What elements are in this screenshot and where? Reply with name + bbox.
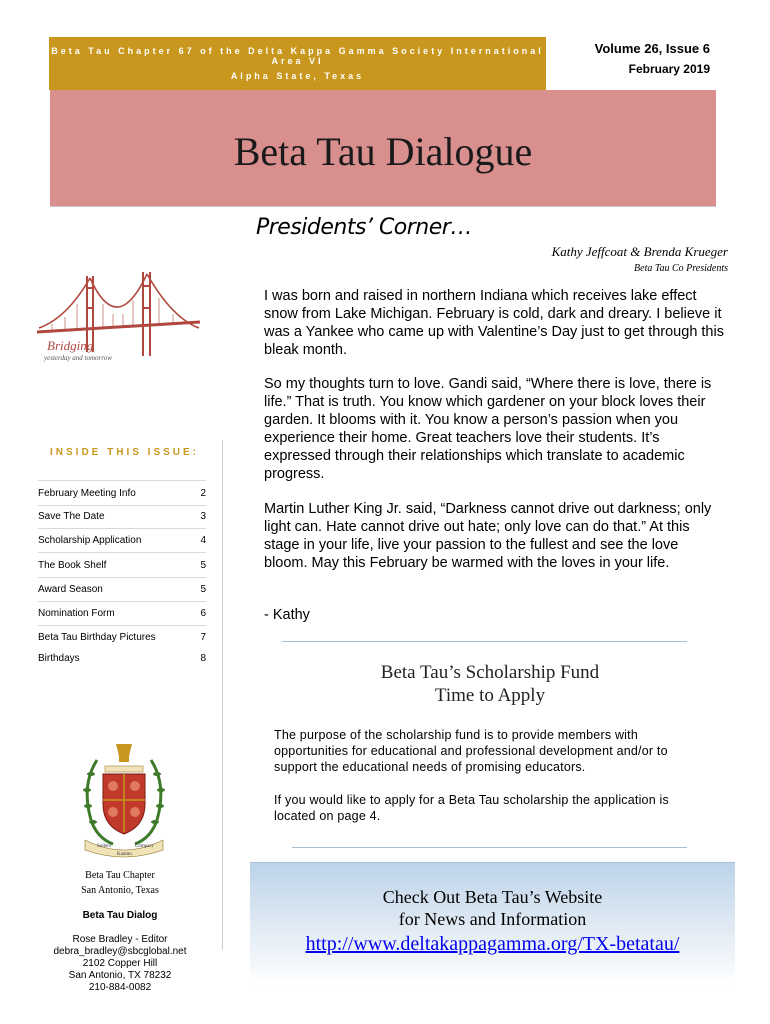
toc-item-label: Birthdays	[38, 653, 80, 664]
chapter-name: Beta Tau Chapter	[85, 870, 155, 881]
editor-name: Rose Bradley - Editor	[72, 934, 168, 945]
toc-item-page: 5	[200, 584, 206, 595]
toc-item-label: Award Season	[38, 584, 103, 595]
presidents-paragraph-1: I was born and raised in northern Indiana which receives lake effect snow from Lake Michigan. February is cold, dark and dreary. I believe it was a Yankee who came up with Valentine’s Day just to get through this bleak month.	[264, 288, 724, 358]
editor-phone: 210-884-0082	[88, 982, 152, 993]
toc-item-page: 7	[200, 632, 206, 643]
banner-line-1: Beta Tau Chapter 67 of the Delta Kappa Gamma Society International Area VI	[51, 46, 544, 66]
toc-item-page: 8	[200, 653, 206, 664]
toc-item-page: 2	[200, 488, 206, 499]
banner-line-2: Alpha State, Texas	[230, 71, 365, 81]
chapter-city: San Antonio, Texas	[81, 885, 159, 896]
toc-item-label: Save The Date	[38, 511, 105, 522]
presidents-paragraph-3: Martin Luther King Jr. said, “Darkness cannot drive out darkness; only light can. Hate cannot drive out hate; only love can do that.” At this stage in your life, live your passion to the fullest and see the love bloom. May this February be warmed with the loves in your life.	[264, 501, 712, 571]
publication-name: Beta Tau Dialog	[82, 910, 158, 921]
toc-divider	[38, 552, 206, 553]
toc-divider	[38, 528, 206, 529]
section-divider	[282, 641, 687, 642]
website-line-2: for News and Information	[398, 909, 587, 929]
website-callout	[250, 862, 735, 986]
newsletter-title: Beta Tau Dialogue	[233, 129, 533, 174]
scholarship-subtitle: Time to Apply	[434, 685, 546, 706]
presidents-corner-role: Beta Tau Co Presidents	[634, 263, 728, 274]
logo-subcaption: yesterday and tomorrow	[44, 354, 112, 362]
website-line-1: Check Out Beta Tau’s Website	[382, 887, 603, 907]
editor-street: 2102 Copper Hill	[82, 958, 158, 969]
toc-item-label: Nomination Form	[38, 608, 115, 619]
toc-divider	[38, 577, 206, 578]
presidents-paragraph-2: So my thoughts turn to love. Gandi said, “Where there is love, there is life.” That is truth. You know which gardener on your block loves their garden. It blooms with it. You know a person’s passion when you experience their home. Great teachers love their students. It’s expressed through their relationships which translate to academic progress.	[264, 376, 712, 482]
issue-date: February 2019	[628, 62, 710, 76]
toc-item-label: February Meeting Info	[38, 488, 136, 499]
title-banner	[50, 90, 716, 207]
sidebar-divider	[222, 440, 223, 950]
website-link[interactable]: http://www.deltakappagamma.org/TX-betatau/	[305, 933, 680, 955]
toc-item-label: Scholarship Application	[38, 535, 142, 546]
volume-issue: Volume 26, Issue 6	[594, 41, 710, 56]
presidents-signature: - Kathy	[264, 607, 310, 623]
toc-divider	[38, 601, 206, 602]
society-crest-icon	[79, 740, 169, 864]
logo-caption: Bridging	[47, 338, 94, 353]
editor-city: San Antonio, TX 78232	[68, 970, 172, 981]
presidents-corner-authors: Kathy Jeffcoat & Brenda Krueger	[551, 244, 728, 259]
crest-ribbon-left: Sollers	[97, 844, 111, 849]
editor-contact	[20, 934, 220, 994]
inside-issue-title: INSIDE THIS ISSUE:	[50, 447, 200, 458]
toc-item-page: 6	[200, 608, 206, 619]
presidents-corner-title: Presidents’ Corner…	[256, 215, 472, 240]
scholarship-title: Beta Tau’s Scholarship Fund	[380, 662, 600, 683]
editor-email: debra_bradley@sbcglobal.net	[53, 946, 187, 957]
toc-item-page: 3	[200, 511, 206, 522]
toc-item-label: Beta Tau Birthday Pictures	[38, 632, 156, 643]
header-banner	[49, 37, 546, 90]
section-divider	[292, 847, 687, 848]
toc-item-page: 5	[200, 560, 206, 571]
scholarship-paragraph-1: The purpose of the scholarship fund is to provide members with opportunities for educational and professional development and/or to support the educational needs of promising educators.	[274, 728, 668, 774]
toc-item-page: 4	[200, 535, 206, 546]
crest-ribbon-bottom: Kaumu	[117, 852, 132, 857]
scholarship-paragraph-2: If you would like to apply for a Beta Tau scholarship the application is located on page 4.	[274, 793, 669, 823]
toc-item-label: The Book Shelf	[38, 560, 107, 571]
toc-divider	[38, 505, 206, 506]
toc-divider	[38, 625, 206, 626]
crest-ribbon-right: Compact	[135, 844, 154, 849]
toc-divider	[38, 480, 206, 481]
